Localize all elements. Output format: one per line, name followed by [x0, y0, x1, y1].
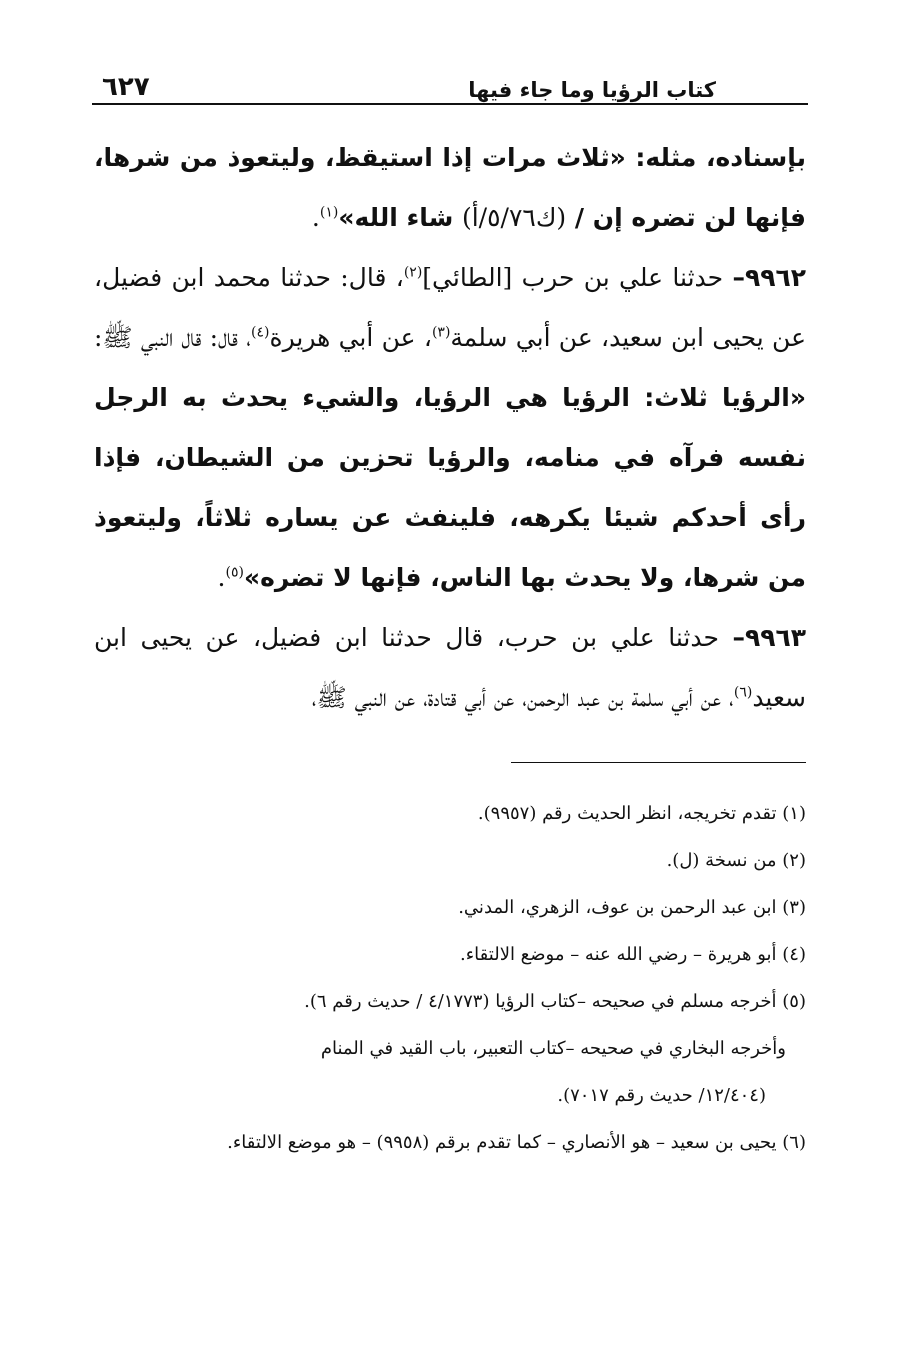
p1-lead: بإسناده، مثله: — [625, 143, 806, 172]
page-number: ٦٢٧ — [102, 72, 150, 102]
p2-bracket: [الطائي] — [422, 263, 513, 292]
paragraph-1 — [94, 128, 806, 248]
footnote-marker-2[interactable]: (٢) — [403, 264, 423, 281]
footnote-5-continued: وأخرجه البخاري في صحيحه –كتاب التعبير، باب القيد في المنام — [320, 1038, 786, 1059]
running-title: كتاب الرؤيا وما جاء فيها — [468, 78, 716, 102]
footnote-6: (٦) يحيى بن سعيد – هو الأنصاري – كما تقدم برقم (٩٩٥٨) – هو موضع الالتقاء. — [227, 1132, 806, 1153]
p2-text-4: ، قال: قال النبي ﷺ: — [94, 323, 252, 352]
footnote-marker-4[interactable]: (٤) — [251, 324, 270, 341]
footnote-marker-6[interactable]: (٦) — [733, 684, 753, 701]
footnote-marker-1[interactable]: (١) — [319, 204, 339, 221]
footnote-marker-5[interactable]: (٥) — [225, 564, 244, 581]
hadith-number: ٩٩٦٣– — [732, 623, 806, 652]
footnote-5: (٥) أخرجه مسلم في صحيحه –كتاب الرؤيا (٤/١٧٧٣ / حديث رقم ٦). — [304, 991, 806, 1012]
p1-tail: . — [311, 203, 320, 232]
footnote-2: (٢) من نسخة (ل). — [666, 850, 806, 871]
footnotes — [92, 790, 806, 1166]
p2-text-3: ، عن أبي هريرة — [269, 323, 432, 352]
footnote-marker-3[interactable]: (٣) — [431, 324, 451, 341]
main-text — [94, 128, 806, 728]
footnote-4: (٤) أبو هريرة – رضي الله عنه – موضع الالتقاء. — [460, 944, 806, 965]
hadith-number: ٩٩٦٢– — [732, 263, 806, 292]
p2-text-2: ، قال: حدثنا محمد ابن فضيل، عن يحيى ابن سعيد، عن أبي سلمة — [94, 263, 806, 352]
p3-text-2: ، عن أبي سلمة بن عبد الرحمن، عن أبي قتادة، عن النبي ﷺ، — [311, 683, 734, 712]
footnote-3: (٣) ابن عبد الرحمن بن عوف، الزهري، المدني. — [458, 897, 806, 918]
p3-text-1: حدثنا علي بن حرب، قال حدثنا ابن فضيل، عن يحيى ابن سعيد — [94, 623, 806, 712]
header-rule — [92, 103, 808, 105]
footnote-5-reference: (١٢/٤٠٤/ حديث رقم ٧٠١٧). — [557, 1085, 766, 1106]
hadith-9962 — [94, 248, 806, 608]
p2-tail: . — [217, 563, 226, 592]
p2-quote: «الرؤيا ثلاث: الرؤيا هي الرؤيا، والشيء يحدث به الرجل نفسه فرآه في منامه، والرؤيا تحزين من الشيطان، فإذا رأى أحدكم شيئا يكرهه، فلينفث عن يساره ثلاثاً، وليتعوذ من شرها، ولا يحدث بها الناس، فإنها لا تضره» — [94, 383, 806, 592]
manuscript-reference: (ك٥/٧٦/أ) — [461, 203, 567, 232]
p2-text-1: حدثنا علي بن حرب — [512, 263, 733, 292]
p1-quote: «ثلاث مرات إذا استيقظ، وليتعوذ من شرها، فإنها لن تضره إن / — [94, 143, 806, 232]
p1-quote-end: شاء الله» — [338, 203, 462, 232]
footnote-separator — [511, 762, 806, 763]
footnote-1: (١) تقدم تخريجه، انظر الحديث رقم (٩٩٥٧). — [477, 803, 806, 824]
hadith-9963 — [94, 608, 806, 728]
page-header — [92, 58, 808, 102]
